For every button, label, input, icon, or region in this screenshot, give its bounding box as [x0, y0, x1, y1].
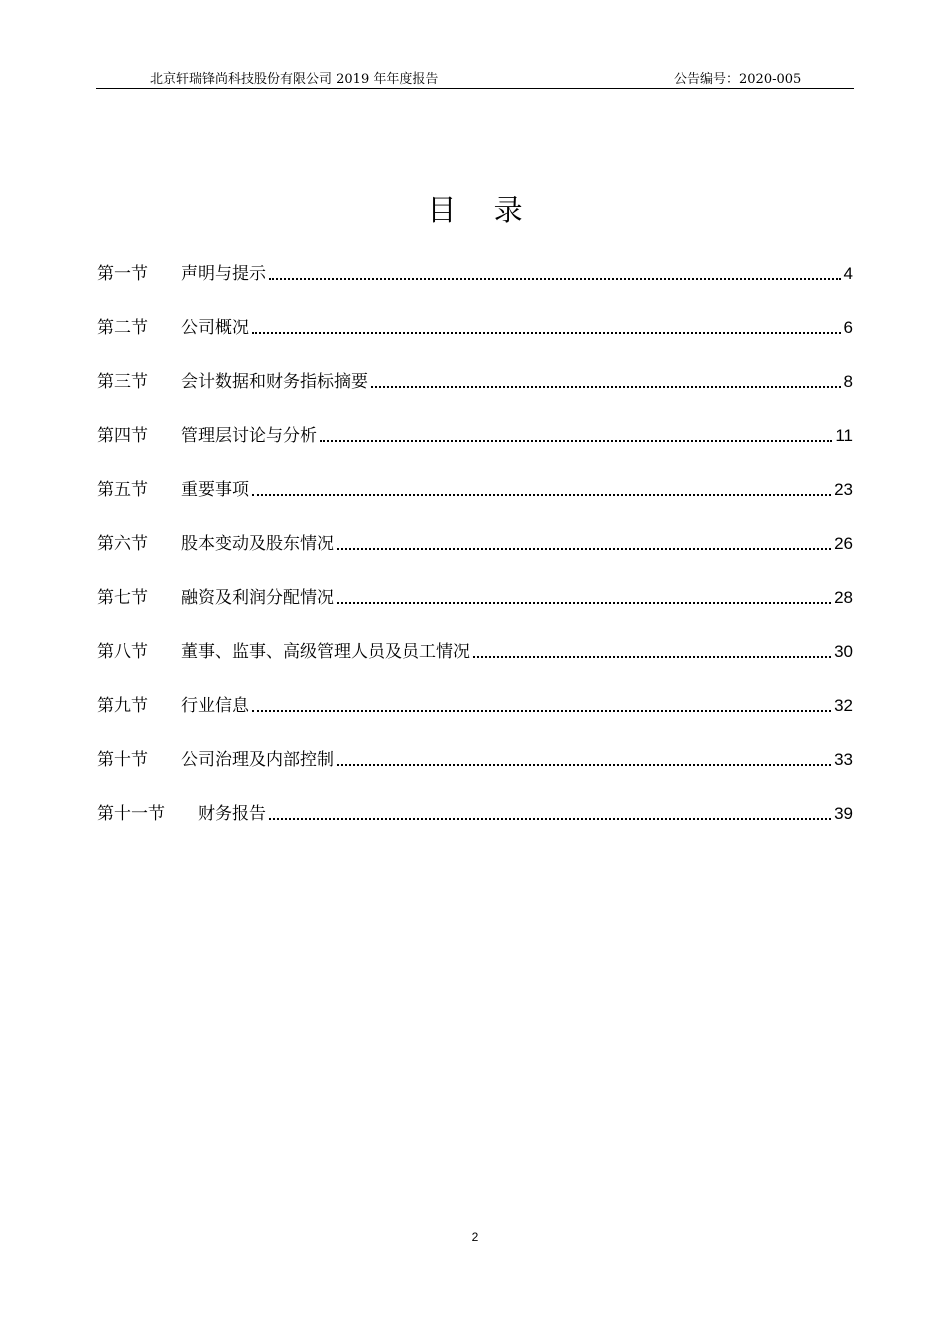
toc-section-title: 行业信息 — [181, 696, 249, 716]
toc-section-title: 公司治理及内部控制 — [181, 750, 334, 770]
toc-section-number: 第七节 — [97, 588, 148, 608]
toc-entry[interactable] — [97, 368, 853, 396]
toc-entry[interactable] — [97, 476, 853, 504]
toc-section-number: 第一节 — [97, 264, 148, 284]
toc-section-number: 第四节 — [97, 426, 148, 446]
header-announcement-number: 公告编号：2020-005 — [674, 72, 802, 87]
toc-dot-leader — [252, 494, 831, 496]
toc-section-title: 董事、监事、高级管理人员及员工情况 — [181, 642, 470, 662]
toc-entry[interactable] — [97, 584, 853, 612]
toc-page-number: 4 — [843, 264, 853, 283]
toc-entry[interactable] — [97, 692, 853, 720]
toc-dot-leader — [252, 332, 841, 334]
toc-entry[interactable] — [97, 746, 853, 774]
toc-dot-leader — [269, 278, 841, 280]
toc-dot-leader — [320, 440, 832, 442]
toc-entry[interactable] — [97, 422, 853, 450]
toc-dot-leader — [337, 602, 831, 604]
toc-page-number: 23 — [834, 480, 853, 499]
toc-section-number: 第五节 — [97, 480, 148, 500]
toc-page-number: 30 — [834, 642, 853, 661]
toc-section-title: 声明与提示 — [181, 264, 266, 284]
toc-section-number: 第十一节 — [97, 804, 165, 824]
toc-entry[interactable] — [97, 260, 853, 288]
toc-section-title: 融资及利润分配情况 — [181, 588, 334, 608]
toc-page-number: 11 — [835, 426, 853, 445]
toc-section-number: 第三节 — [97, 372, 148, 392]
page-header — [96, 64, 854, 89]
page-number: 2 — [471, 1230, 479, 1244]
toc-heading: 目 录 — [427, 193, 537, 227]
toc-section-title: 会计数据和财务指标摘要 — [181, 372, 368, 392]
toc-section-number: 第八节 — [97, 642, 148, 662]
toc-dot-leader — [337, 548, 831, 550]
toc-page-number: 33 — [834, 750, 853, 769]
toc-entry[interactable] — [97, 314, 853, 342]
toc-entry[interactable] — [97, 638, 853, 666]
toc-page-number: 39 — [834, 804, 853, 823]
toc-section-number: 第六节 — [97, 534, 148, 554]
toc-section-number: 第二节 — [97, 318, 148, 338]
toc-page-number: 32 — [834, 696, 853, 715]
toc-section-title: 重要事项 — [181, 480, 249, 500]
toc-dot-leader — [337, 764, 831, 766]
toc-dot-leader — [473, 656, 831, 658]
toc-dot-leader — [269, 818, 831, 820]
toc-section-title: 股本变动及股东情况 — [181, 534, 334, 554]
toc-section-number: 第九节 — [97, 696, 148, 716]
header-report-title: 北京轩瑞锋尚科技股份有限公司 2019 年年度报告 — [150, 72, 439, 87]
toc-dot-leader — [371, 386, 841, 388]
toc-section-title: 管理层讨论与分析 — [181, 426, 317, 446]
toc-entry[interactable] — [97, 530, 853, 558]
toc-page-number: 28 — [834, 588, 853, 607]
toc-dot-leader — [252, 710, 831, 712]
toc-page-number: 8 — [843, 372, 853, 391]
toc-section-title: 财务报告 — [198, 804, 266, 824]
toc-section-title: 公司概况 — [181, 318, 249, 338]
toc-section-number: 第十节 — [97, 750, 148, 770]
toc-page-number: 26 — [834, 534, 853, 553]
toc-entry[interactable] — [97, 800, 853, 828]
toc-page-number: 6 — [843, 318, 853, 337]
